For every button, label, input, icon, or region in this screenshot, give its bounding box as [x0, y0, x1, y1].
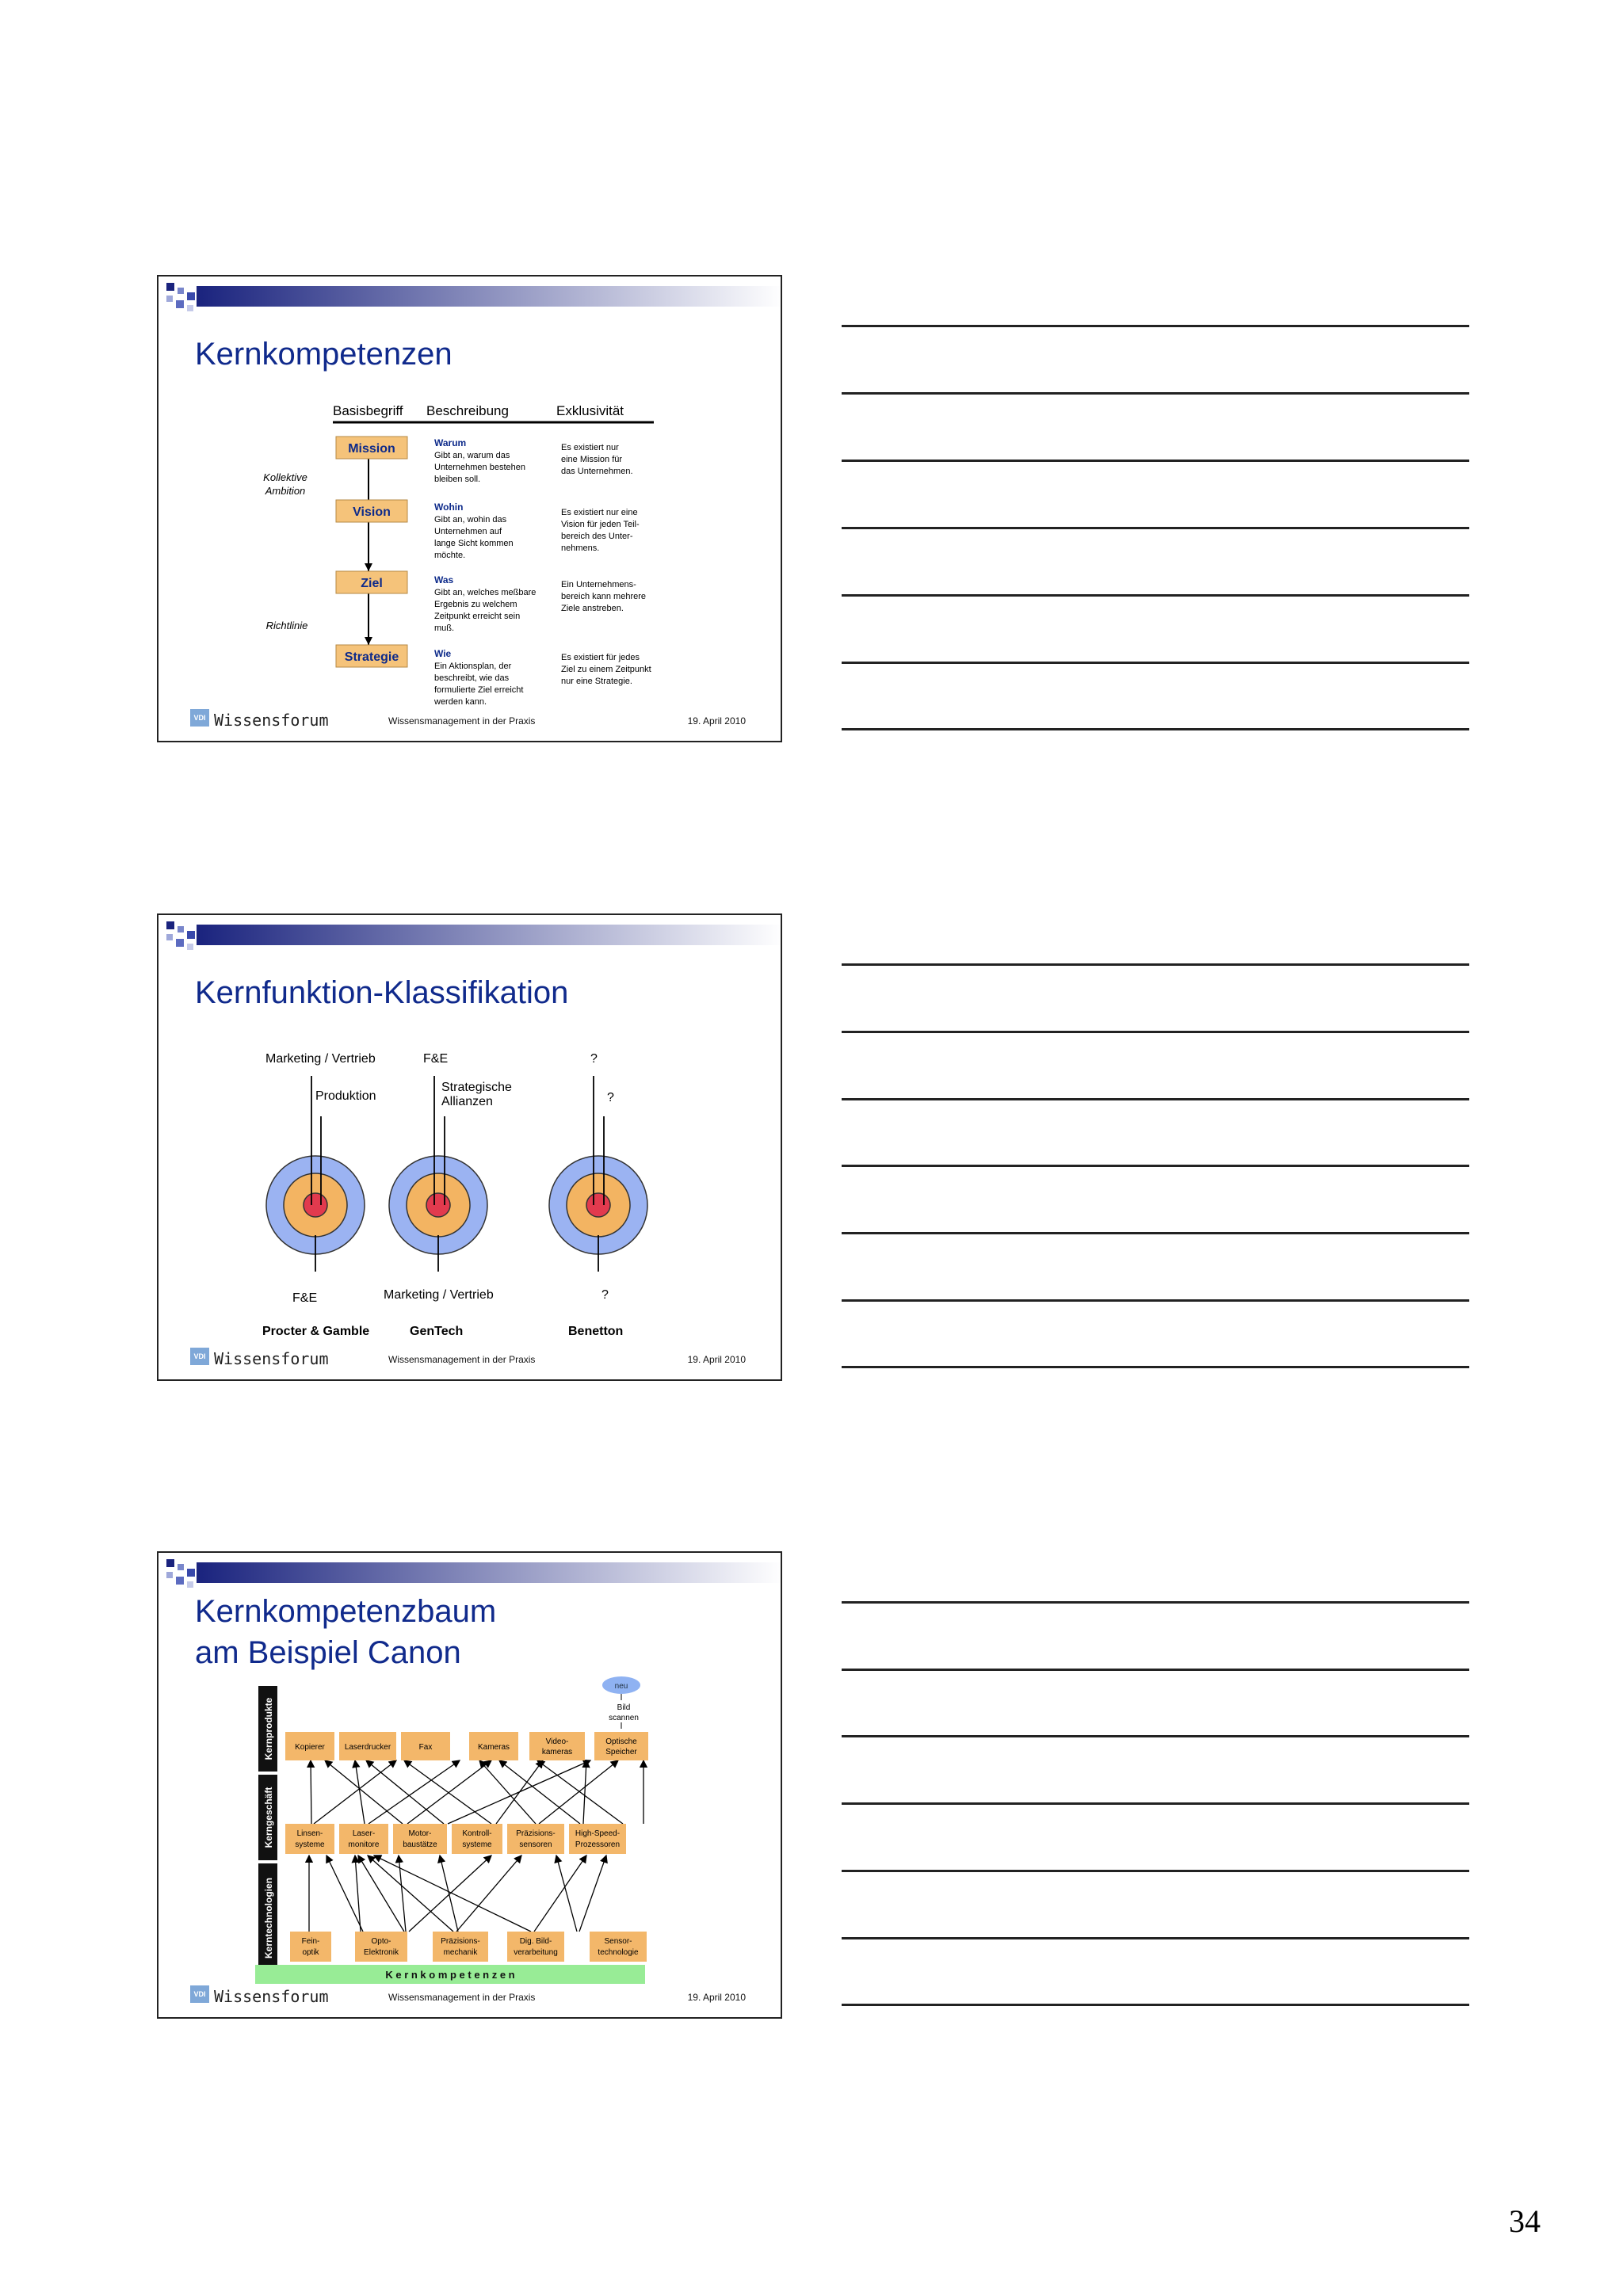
note-line — [842, 1366, 1469, 1368]
page-number: 34 — [1509, 2203, 1541, 2239]
note-line — [842, 1232, 1469, 1234]
svg-text:High-Speed-: High-Speed- — [575, 1829, 621, 1838]
footer-date: 19. April 2010 — [687, 1354, 746, 1365]
svg-text:nur eine Strategie.: nur eine Strategie. — [561, 677, 632, 686]
svg-text:Video-: Video- — [545, 1737, 569, 1746]
svg-text:Laserdrucker: Laserdrucker — [344, 1743, 391, 1752]
business-praezisionssensoren — [507, 1824, 564, 1854]
svg-text:Speicher: Speicher — [605, 1748, 637, 1756]
footer-title: Wissensmanagement in der Praxis — [388, 1992, 536, 2003]
product-videokameras — [529, 1732, 585, 1760]
slide-kernkompetenzen — [157, 275, 782, 742]
company-benetton: Benetton — [568, 1325, 624, 1338]
svg-text:eine Mission für: eine Mission für — [561, 455, 623, 464]
business-kontrollsysteme — [452, 1824, 502, 1854]
tech-optoelektronik — [355, 1932, 407, 1962]
svg-text:beschreibt, wie das: beschreibt, wie das — [434, 673, 510, 683]
svg-text:Unternehmen bestehen: Unternehmen bestehen — [434, 463, 525, 472]
svg-text:formulierte Ziel erreicht: formulierte Ziel erreicht — [434, 685, 524, 695]
svg-text:Elektronik: Elektronik — [364, 1948, 399, 1957]
tech-digitale-bildverarbeitung — [507, 1932, 564, 1962]
business-motorbaustaetze — [393, 1824, 447, 1854]
svg-text:monitore: monitore — [348, 1840, 380, 1849]
note-line — [842, 1802, 1469, 1805]
product-kopierer — [285, 1732, 334, 1760]
tech-sensortechnologie — [590, 1932, 647, 1962]
svg-text:mechanik: mechanik — [443, 1948, 478, 1957]
footer-title: Wissensmanagement in der Praxis — [388, 715, 536, 727]
svg-text:Kerngeschäft: Kerngeschäft — [263, 1787, 274, 1848]
business-lasermonitore — [339, 1824, 388, 1854]
svg-text:scannen: scannen — [609, 1714, 639, 1722]
svg-text:Es existiert für jedes: Es existiert für jedes — [561, 653, 640, 662]
svg-text:Dig. Bild-: Dig. Bild- — [519, 1937, 552, 1946]
company-procter-gamble: Procter & Gamble — [262, 1325, 370, 1338]
label-ambition: Ambition — [265, 485, 306, 497]
svg-text:Ziele anstreben.: Ziele anstreben. — [561, 604, 624, 613]
note-line — [842, 527, 1469, 529]
svg-text:baustätze: baustätze — [403, 1840, 437, 1849]
label-top-q2: ? — [607, 1091, 614, 1104]
footer-date: 19. April 2010 — [687, 1992, 746, 2003]
product-laserdrucker — [339, 1732, 396, 1760]
svg-text:muß.: muß. — [434, 624, 455, 633]
footer-title: Wissensmanagement in der Praxis — [388, 1354, 536, 1365]
base-kernkompetenzen — [255, 1965, 645, 1984]
mission-diagram — [158, 277, 782, 712]
svg-text:Gibt an, welches meßbare: Gibt an, welches meßbare — [434, 588, 537, 597]
svg-text:werden kann.: werden kann. — [434, 697, 487, 707]
svg-text:Gibt an, warum das: Gibt an, warum das — [434, 451, 510, 460]
core-function-targets — [158, 915, 782, 1351]
core-competence-tree — [158, 1553, 782, 1989]
svg-text:Ein Aktionsplan, der: Ein Aktionsplan, der — [434, 662, 512, 671]
slide-title-line1: Kernkompetenzbaum — [195, 1594, 497, 1629]
svg-text:neu: neu — [614, 1682, 628, 1691]
svg-text:Kameras: Kameras — [477, 1743, 510, 1752]
product-kameras — [469, 1732, 518, 1760]
svg-text:Unternehmen auf: Unternehmen auf — [434, 527, 502, 536]
svg-text:Wohin: Wohin — [434, 502, 464, 513]
header-beschreibung: Beschreibung — [426, 403, 509, 418]
svg-text:Ergebnis zu welchem: Ergebnis zu welchem — [434, 600, 517, 609]
svg-text:technologie: technologie — [598, 1948, 639, 1957]
label-top-fe: F&E — [423, 1052, 449, 1066]
note-line — [842, 1669, 1469, 1671]
brand-name: Wissensforum — [214, 1987, 329, 2006]
note-line — [842, 1937, 1469, 1939]
brand-name: Wissensforum — [214, 711, 329, 730]
label-bottom-fe: F&E — [292, 1291, 318, 1305]
label-bottom-q: ? — [601, 1288, 609, 1302]
svg-text:Zeitpunkt erreicht sein: Zeitpunkt erreicht sein — [434, 612, 521, 621]
svg-text:Strategie: Strategie — [344, 650, 399, 664]
note-line — [842, 1299, 1469, 1302]
svg-text:Präzisions-: Präzisions- — [516, 1829, 556, 1838]
slide-footer — [158, 1348, 781, 1379]
svg-text:Sensor-: Sensor- — [604, 1937, 632, 1946]
svg-text:Fax: Fax — [418, 1743, 433, 1752]
term-vision — [336, 500, 407, 522]
level-kerngeschaeft — [258, 1775, 277, 1860]
svg-text:lange Sicht kommen: lange Sicht kommen — [434, 539, 514, 548]
svg-text:Was: Was — [434, 574, 454, 585]
svg-text:Bild: Bild — [617, 1703, 631, 1712]
slide-kernfunktion-klassifikation — [157, 913, 782, 1381]
note-line — [842, 325, 1469, 327]
note-line — [842, 1165, 1469, 1167]
vdi-logo: VDI — [190, 1985, 209, 2003]
svg-text:Motor-: Motor- — [408, 1829, 432, 1838]
level-kerntechnologien — [258, 1863, 277, 1973]
tech-praezisionsmechanik — [433, 1932, 488, 1962]
svg-text:Präzisions-: Präzisions- — [441, 1937, 480, 1946]
svg-text:kameras: kameras — [541, 1748, 573, 1756]
svg-text:systeme: systeme — [295, 1840, 325, 1849]
note-line — [842, 1870, 1469, 1872]
svg-text:Mission: Mission — [348, 442, 395, 456]
svg-text:Kerntechnologien: Kerntechnologien — [263, 1877, 274, 1959]
note-line — [842, 728, 1469, 730]
slide-title-line2: am Beispiel Canon — [195, 1635, 461, 1670]
svg-text:Fein-: Fein- — [301, 1937, 320, 1946]
svg-text:Opto-: Opto- — [371, 1937, 391, 1946]
term-mission — [336, 437, 407, 459]
svg-text:Ziel: Ziel — [361, 577, 383, 590]
note-line — [842, 1031, 1469, 1033]
label-kollektive: Kollektive — [263, 471, 307, 483]
svg-text:Warum: Warum — [434, 437, 467, 448]
svg-text:sensoren: sensoren — [519, 1840, 552, 1849]
svg-text:K e r n k o m p e t e n z e n: K e r n k o m p e t e n z e n — [385, 1969, 515, 1981]
label-strategische: Strategische — [441, 1081, 512, 1094]
svg-text:Kopierer: Kopierer — [295, 1743, 325, 1752]
label-allianzen: Allianzen — [441, 1095, 493, 1108]
business-highspeed-prozessoren — [569, 1824, 626, 1854]
note-line — [842, 392, 1469, 395]
note-line — [842, 1601, 1469, 1604]
svg-text:Linsen-: Linsen- — [296, 1829, 323, 1838]
svg-text:Ziel zu einem Zeitpunkt: Ziel zu einem Zeitpunkt — [561, 665, 651, 674]
slide-title: Kernfunktion-Klassifikation — [195, 975, 569, 1010]
note-line — [842, 460, 1469, 462]
product-fax — [401, 1732, 450, 1760]
svg-text:bereich kann mehrere: bereich kann mehrere — [561, 592, 647, 601]
svg-text:Vision für jeden Teil-: Vision für jeden Teil- — [561, 520, 640, 529]
business-linsensysteme — [285, 1824, 334, 1854]
svg-text:optik: optik — [302, 1948, 319, 1957]
note-line — [842, 1098, 1469, 1100]
note-line — [842, 963, 1469, 966]
product-optische-speicher — [594, 1732, 648, 1760]
note-line — [842, 594, 1469, 597]
svg-text:bleiben soll.: bleiben soll. — [434, 475, 481, 484]
svg-text:nehmens.: nehmens. — [561, 543, 600, 553]
svg-text:Vision: Vision — [353, 505, 391, 519]
term-strategie — [336, 645, 407, 667]
svg-text:systeme: systeme — [462, 1840, 492, 1849]
slide-kernkompetenzbaum — [157, 1551, 782, 2019]
label-richtlinie: Richtlinie — [265, 620, 308, 631]
vdi-logo: VDI — [190, 1348, 209, 1365]
svg-text:Ein Unternehmens-: Ein Unternehmens- — [561, 580, 636, 589]
svg-text:Optische: Optische — [605, 1737, 637, 1746]
note-line — [842, 1735, 1469, 1737]
vdi-logo: VDI — [190, 709, 209, 727]
label-produktion: Produktion — [315, 1089, 376, 1103]
svg-text:Es existiert nur eine: Es existiert nur eine — [561, 508, 638, 517]
label-top-marketing: Marketing / Vertrieb — [265, 1052, 376, 1066]
header-basisbegriff: Basisbegriff — [333, 403, 403, 418]
company-gentech: GenTech — [410, 1325, 464, 1338]
svg-text:möchte.: möchte. — [434, 551, 466, 560]
label-top-q1: ? — [590, 1052, 598, 1066]
svg-text:Laser-: Laser- — [352, 1829, 376, 1838]
tech-feinoptik — [290, 1932, 331, 1962]
slide-footer — [158, 709, 781, 741]
svg-text:bereich des Unter-: bereich des Unter- — [561, 532, 633, 541]
level-kernprodukte — [258, 1686, 277, 1772]
brand-name: Wissensforum — [214, 1349, 329, 1368]
svg-text:verarbeitung: verarbeitung — [514, 1948, 558, 1957]
svg-text:Wie: Wie — [434, 648, 452, 659]
label-bottom-marketing: Marketing / Vertrieb — [384, 1288, 494, 1302]
header-exklusivitaet: Exklusivität — [556, 403, 624, 418]
svg-text:Prozessoren: Prozessoren — [575, 1840, 621, 1849]
svg-text:das Unternehmen.: das Unternehmen. — [561, 467, 633, 476]
svg-text:Es existiert nur: Es existiert nur — [561, 443, 619, 452]
note-line — [842, 2004, 1469, 2006]
slide-footer — [158, 1985, 781, 2017]
slide-title: Kernkompetenzen — [195, 337, 453, 372]
svg-text:Kontroll-: Kontroll- — [462, 1829, 492, 1838]
svg-text:Kernprodukte: Kernprodukte — [263, 1697, 274, 1760]
term-ziel — [336, 571, 407, 593]
footer-date: 19. April 2010 — [687, 715, 746, 727]
svg-text:Gibt an, wohin das: Gibt an, wohin das — [434, 515, 507, 524]
note-line — [842, 662, 1469, 664]
